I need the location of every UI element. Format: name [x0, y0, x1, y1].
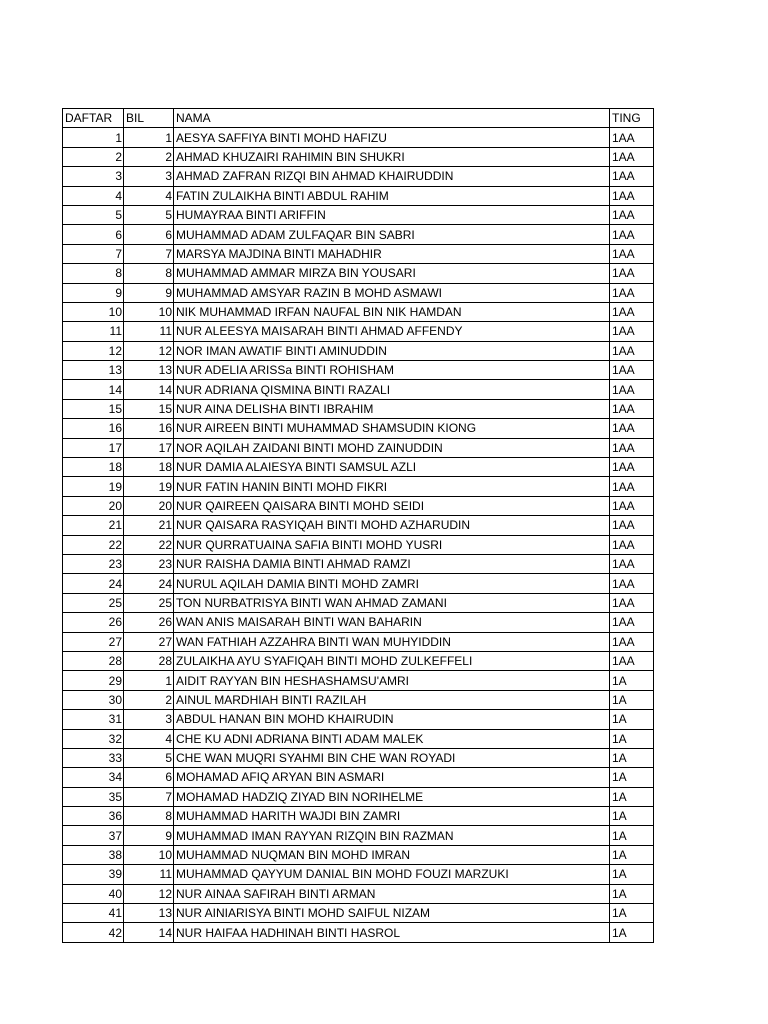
cell-bil: 11	[124, 865, 174, 884]
cell-bil: 15	[124, 399, 174, 418]
table-row	[63, 516, 654, 535]
cell-bil: 1	[124, 671, 174, 690]
table-row	[63, 554, 654, 573]
cell-bil: 6	[124, 768, 174, 787]
table-row	[63, 845, 654, 864]
table-row	[63, 380, 654, 399]
cell-bil: 13	[124, 904, 174, 923]
cell-daftar: 42	[63, 923, 124, 942]
cell-bil: 23	[124, 554, 174, 573]
cell-ting: 1AA	[610, 516, 654, 535]
cell-daftar: 11	[63, 322, 124, 341]
cell-nama: NUR FATIN HANIN BINTI MOHD FIKRI	[174, 477, 610, 496]
table-row	[63, 651, 654, 670]
table-header-row	[63, 109, 654, 128]
cell-bil: 3	[124, 710, 174, 729]
cell-ting: 1A	[610, 807, 654, 826]
cell-daftar: 10	[63, 302, 124, 321]
cell-bil: 18	[124, 458, 174, 477]
cell-nama: ZULAIKHA AYU SYAFIQAH BINTI MOHD ZULKEFFELI	[174, 651, 610, 670]
table-row	[63, 768, 654, 787]
cell-bil: 12	[124, 884, 174, 903]
cell-daftar: 4	[63, 186, 124, 205]
cell-nama: AINUL MARDHIAH BINTI RAZILAH	[174, 690, 610, 709]
cell-nama: MUHAMMAD HARITH WAJDI BIN ZAMRI	[174, 807, 610, 826]
cell-nama: NUR RAISHA DAMIA BINTI AHMAD RAMZI	[174, 554, 610, 573]
cell-bil: 12	[124, 341, 174, 360]
cell-bil: 9	[124, 283, 174, 302]
cell-nama: NUR ALEESYA MAISARAH BINTI AHMAD AFFENDY	[174, 322, 610, 341]
cell-ting: 1AA	[610, 322, 654, 341]
cell-bil: 8	[124, 807, 174, 826]
table-row	[63, 322, 654, 341]
cell-nama: TON NURBATRISYA BINTI WAN AHMAD ZAMANI	[174, 593, 610, 612]
cell-ting: 1AA	[610, 496, 654, 515]
cell-bil: 2	[124, 690, 174, 709]
cell-bil: 16	[124, 419, 174, 438]
table-row	[63, 167, 654, 186]
cell-daftar: 24	[63, 574, 124, 593]
cell-bil: 3	[124, 167, 174, 186]
cell-bil: 19	[124, 477, 174, 496]
cell-nama: NUR HAIFAA HADHINAH BINTI HASROL	[174, 923, 610, 942]
table-row	[63, 748, 654, 767]
cell-bil: 28	[124, 651, 174, 670]
table-row	[63, 593, 654, 612]
cell-daftar: 18	[63, 458, 124, 477]
header-bil: BIL	[124, 109, 174, 128]
cell-daftar: 8	[63, 264, 124, 283]
cell-ting: 1A	[610, 710, 654, 729]
cell-nama: MOHAMAD HADZIQ ZIYAD BIN NORIHELME	[174, 787, 610, 806]
table-row	[63, 904, 654, 923]
cell-daftar: 15	[63, 399, 124, 418]
table-row	[63, 671, 654, 690]
cell-nama: NUR AINIARISYA BINTI MOHD SAIFUL NIZAM	[174, 904, 610, 923]
cell-bil: 27	[124, 632, 174, 651]
table-row	[63, 807, 654, 826]
cell-bil: 13	[124, 361, 174, 380]
cell-bil: 10	[124, 302, 174, 321]
cell-daftar: 38	[63, 845, 124, 864]
cell-bil: 26	[124, 613, 174, 632]
cell-daftar: 33	[63, 748, 124, 767]
cell-daftar: 26	[63, 613, 124, 632]
cell-daftar: 31	[63, 710, 124, 729]
table-row	[63, 419, 654, 438]
cell-ting: 1AA	[610, 205, 654, 224]
cell-daftar: 22	[63, 535, 124, 554]
header-daftar: DAFTAR	[63, 109, 124, 128]
table-row	[63, 438, 654, 457]
cell-daftar: 16	[63, 419, 124, 438]
cell-ting: 1AA	[610, 361, 654, 380]
cell-bil: 4	[124, 729, 174, 748]
table-body	[63, 128, 654, 942]
cell-ting: 1AA	[610, 283, 654, 302]
cell-bil: 21	[124, 516, 174, 535]
table-row	[63, 283, 654, 302]
cell-daftar: 25	[63, 593, 124, 612]
table-row	[63, 244, 654, 263]
student-list-sheet	[62, 108, 654, 943]
cell-daftar: 34	[63, 768, 124, 787]
cell-bil: 5	[124, 205, 174, 224]
cell-nama: MUHAMMAD AMSYAR RAZIN B MOHD ASMAWI	[174, 283, 610, 302]
cell-daftar: 12	[63, 341, 124, 360]
cell-nama: MUHAMMAD AMMAR MIRZA BIN YOUSARI	[174, 264, 610, 283]
table-row	[63, 574, 654, 593]
cell-daftar: 23	[63, 554, 124, 573]
cell-ting: 1A	[610, 671, 654, 690]
cell-daftar: 21	[63, 516, 124, 535]
cell-daftar: 35	[63, 787, 124, 806]
table-row	[63, 632, 654, 651]
cell-ting: 1A	[610, 826, 654, 845]
cell-daftar: 2	[63, 147, 124, 166]
cell-ting: 1AA	[610, 186, 654, 205]
cell-daftar: 13	[63, 361, 124, 380]
cell-bil: 22	[124, 535, 174, 554]
cell-daftar: 17	[63, 438, 124, 457]
table-row	[63, 710, 654, 729]
cell-ting: 1AA	[610, 651, 654, 670]
cell-bil: 14	[124, 380, 174, 399]
cell-nama: MUHAMMAD NUQMAN BIN MOHD IMRAN	[174, 845, 610, 864]
cell-nama: AIDIT RAYYAN BIN HESHASHAMSU'AMRI	[174, 671, 610, 690]
cell-ting: 1AA	[610, 128, 654, 147]
cell-nama: NURUL AQILAH DAMIA BINTI MOHD ZAMRI	[174, 574, 610, 593]
cell-nama: ABDUL HANAN BIN MOHD KHAIRUDIN	[174, 710, 610, 729]
cell-bil: 4	[124, 186, 174, 205]
table-row	[63, 225, 654, 244]
cell-ting: 1A	[610, 884, 654, 903]
cell-ting: 1AA	[610, 632, 654, 651]
cell-ting: 1AA	[610, 535, 654, 554]
cell-bil: 5	[124, 748, 174, 767]
header-ting: TING	[610, 109, 654, 128]
cell-nama: NOR IMAN AWATIF BINTI AMINUDDIN	[174, 341, 610, 360]
cell-ting: 1A	[610, 845, 654, 864]
table-row	[63, 186, 654, 205]
cell-daftar: 6	[63, 225, 124, 244]
cell-daftar: 41	[63, 904, 124, 923]
cell-ting: 1AA	[610, 341, 654, 360]
table-row	[63, 535, 654, 554]
cell-bil: 7	[124, 787, 174, 806]
cell-ting: 1A	[610, 787, 654, 806]
cell-bil: 25	[124, 593, 174, 612]
table-row	[63, 399, 654, 418]
cell-daftar: 36	[63, 807, 124, 826]
cell-ting: 1A	[610, 748, 654, 767]
header-nama: NAMA	[174, 109, 610, 128]
cell-nama: MUHAMMAD IMAN RAYYAN RIZQIN BIN RAZMAN	[174, 826, 610, 845]
table-row	[63, 147, 654, 166]
cell-daftar: 37	[63, 826, 124, 845]
cell-daftar: 30	[63, 690, 124, 709]
cell-daftar: 39	[63, 865, 124, 884]
cell-ting: 1AA	[610, 438, 654, 457]
cell-daftar: 7	[63, 244, 124, 263]
cell-daftar: 1	[63, 128, 124, 147]
cell-nama: NUR QURRATUAINA SAFIA BINTI MOHD YUSRI	[174, 535, 610, 554]
cell-bil: 10	[124, 845, 174, 864]
cell-nama: FATIN ZULAIKHA BINTI ABDUL RAHIM	[174, 186, 610, 205]
cell-ting: 1AA	[610, 302, 654, 321]
table-row	[63, 361, 654, 380]
cell-bil: 8	[124, 264, 174, 283]
cell-ting: 1A	[610, 923, 654, 942]
cell-ting: 1AA	[610, 419, 654, 438]
cell-nama: MARSYA MAJDINA BINTI MAHADHIR	[174, 244, 610, 263]
cell-nama: WAN ANIS MAISARAH BINTI WAN BAHARIN	[174, 613, 610, 632]
table-row	[63, 923, 654, 942]
cell-nama: MOHAMAD AFIQ ARYAN BIN ASMARI	[174, 768, 610, 787]
table-row	[63, 729, 654, 748]
cell-nama: CHE KU ADNI ADRIANA BINTI ADAM MALEK	[174, 729, 610, 748]
cell-ting: 1A	[610, 729, 654, 748]
cell-nama: AHMAD ZAFRAN RIZQI BIN AHMAD KHAIRUDDIN	[174, 167, 610, 186]
cell-nama: NIK MUHAMMAD IRFAN NAUFAL BIN NIK HAMDAN	[174, 302, 610, 321]
table-row	[63, 477, 654, 496]
cell-daftar: 5	[63, 205, 124, 224]
cell-bil: 17	[124, 438, 174, 457]
cell-daftar: 9	[63, 283, 124, 302]
table-row	[63, 264, 654, 283]
student-table	[62, 108, 654, 943]
cell-ting: 1AA	[610, 399, 654, 418]
cell-nama: CHE WAN MUQRI SYAHMI BIN CHE WAN ROYADI	[174, 748, 610, 767]
cell-nama: WAN FATHIAH AZZAHRA BINTI WAN MUHYIDDIN	[174, 632, 610, 651]
cell-nama: MUHAMMAD QAYYUM DANIAL BIN MOHD FOUZI MARZUKI	[174, 865, 610, 884]
cell-bil: 6	[124, 225, 174, 244]
cell-nama: NUR DAMIA ALAIESYA BINTI SAMSUL AZLI	[174, 458, 610, 477]
cell-daftar: 14	[63, 380, 124, 399]
table-row	[63, 128, 654, 147]
cell-ting: 1AA	[610, 264, 654, 283]
cell-ting: 1AA	[610, 593, 654, 612]
table-row	[63, 865, 654, 884]
cell-nama: AHMAD KHUZAIRI RAHIMIN BIN SHUKRI	[174, 147, 610, 166]
cell-ting: 1AA	[610, 380, 654, 399]
cell-nama: HUMAYRAA BINTI ARIFFIN	[174, 205, 610, 224]
cell-nama: MUHAMMAD ADAM ZULFAQAR BIN SABRI	[174, 225, 610, 244]
cell-daftar: 32	[63, 729, 124, 748]
cell-ting: 1AA	[610, 244, 654, 263]
cell-bil: 11	[124, 322, 174, 341]
cell-bil: 24	[124, 574, 174, 593]
cell-bil: 7	[124, 244, 174, 263]
cell-nama: NUR ADELIA ARISSa BINTI ROHISHAM	[174, 361, 610, 380]
cell-daftar: 3	[63, 167, 124, 186]
table-row	[63, 302, 654, 321]
cell-nama: NUR QAIREEN QAISARA BINTI MOHD SEIDI	[174, 496, 610, 515]
table-row	[63, 341, 654, 360]
table-row	[63, 613, 654, 632]
cell-bil: 2	[124, 147, 174, 166]
cell-ting: 1AA	[610, 147, 654, 166]
cell-nama: NUR AINA DELISHA BINTI IBRAHIM	[174, 399, 610, 418]
cell-nama: NUR AINAA SAFIRAH BINTI ARMAN	[174, 884, 610, 903]
cell-ting: 1AA	[610, 477, 654, 496]
cell-daftar: 27	[63, 632, 124, 651]
table-row	[63, 496, 654, 515]
cell-bil: 1	[124, 128, 174, 147]
cell-daftar: 28	[63, 651, 124, 670]
table-row	[63, 458, 654, 477]
table-row	[63, 205, 654, 224]
cell-ting: 1AA	[610, 458, 654, 477]
cell-daftar: 29	[63, 671, 124, 690]
cell-ting: 1AA	[610, 167, 654, 186]
cell-bil: 20	[124, 496, 174, 515]
cell-nama: NUR QAISARA RASYIQAH BINTI MOHD AZHARUDIN	[174, 516, 610, 535]
table-row	[63, 787, 654, 806]
cell-nama: NOR AQILAH ZAIDANI BINTI MOHD ZAINUDDIN	[174, 438, 610, 457]
table-row	[63, 826, 654, 845]
cell-nama: NUR AIREEN BINTI MUHAMMAD SHAMSUDIN KIONG	[174, 419, 610, 438]
cell-bil: 14	[124, 923, 174, 942]
table-row	[63, 884, 654, 903]
cell-ting: 1AA	[610, 574, 654, 593]
cell-ting: 1AA	[610, 613, 654, 632]
cell-nama: NUR ADRIANA QISMINA BINTI RAZALI	[174, 380, 610, 399]
cell-daftar: 20	[63, 496, 124, 515]
table-row	[63, 690, 654, 709]
cell-ting: 1A	[610, 768, 654, 787]
cell-ting: 1A	[610, 904, 654, 923]
cell-ting: 1A	[610, 690, 654, 709]
cell-ting: 1AA	[610, 554, 654, 573]
cell-daftar: 19	[63, 477, 124, 496]
cell-daftar: 40	[63, 884, 124, 903]
cell-ting: 1AA	[610, 225, 654, 244]
cell-ting: 1A	[610, 865, 654, 884]
cell-nama: AESYA SAFFIYA BINTI MOHD HAFIZU	[174, 128, 610, 147]
cell-bil: 9	[124, 826, 174, 845]
